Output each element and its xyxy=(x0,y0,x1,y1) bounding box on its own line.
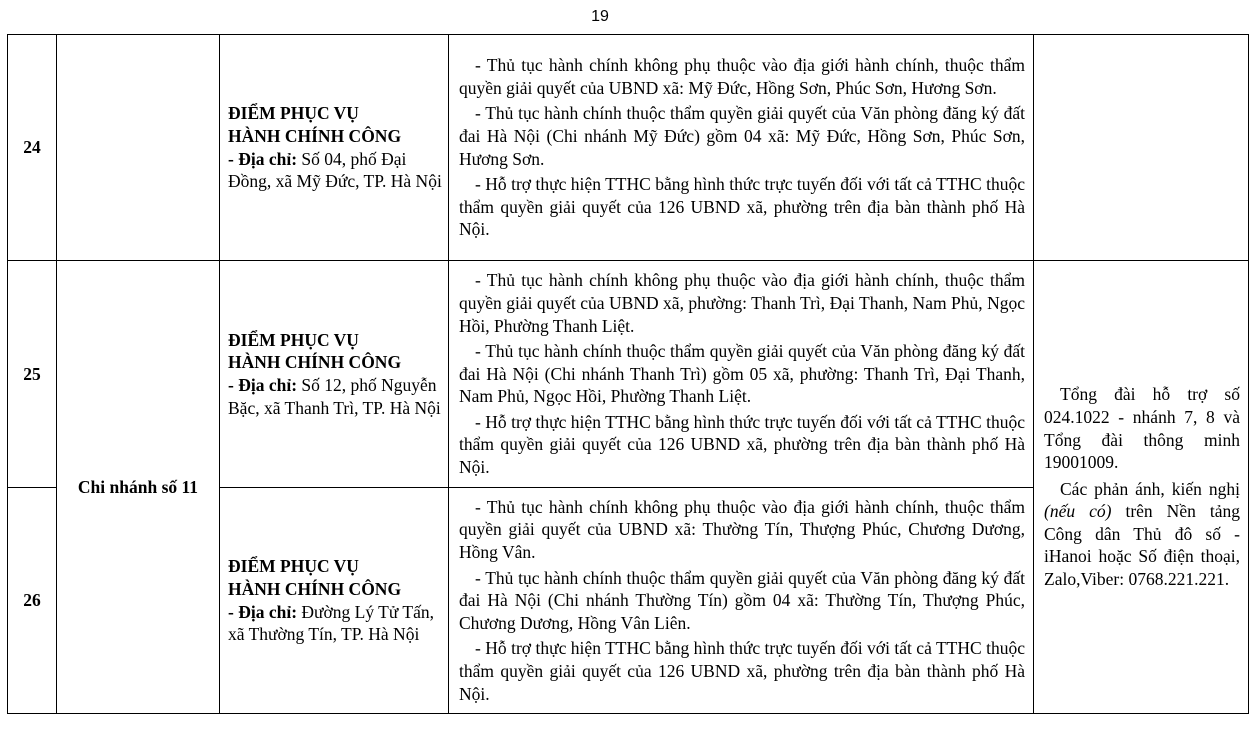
procedure-paragraph: - Hỗ trợ thực hiện TTHC bằng hình thức trực tuyến đối với tất cả TTHC thuộc thẩm quyền giải quyết của 126 UBND xã, phường trên địa bàn thành phố Hà Nội. xyxy=(459,174,1025,240)
feedback-text xyxy=(1044,478,1240,591)
procedures-cell xyxy=(449,261,1034,488)
procedure-paragraph: - Thủ tục hành chính thuộc thẩm quyền giải quyết của Văn phòng đăng ký đất đai Hà Nội (Chi nhánh Thanh Trì) gồm 05 xã, phường: Thanh Trì, Đại Thanh, Nam Phủ, Ngọc Hồi, Phường Thanh Liệt. xyxy=(459,341,1025,407)
address-text: Số 04, phố Đại Đồng, xã Mỹ Đức, TP. Hà Nội xyxy=(228,148,442,192)
service-point-cell xyxy=(220,35,449,261)
address-text: Số 12, phố Nguyễn Bặc, xã Thanh Trì, TP. Hà Nội xyxy=(228,375,441,418)
address-text: Đường Lý Tử Tấn, xã Thường Tín, TP. Hà Nội xyxy=(228,601,434,645)
procedures-cell xyxy=(449,488,1034,714)
branch-name: Chi nhánh số 11 xyxy=(57,261,220,714)
service-point-title-line1: ĐIỂM PHỤC VỤ xyxy=(228,556,359,577)
branch-cell-empty xyxy=(57,35,220,261)
support-cell-empty xyxy=(1034,35,1249,261)
row-number: 25 xyxy=(8,261,57,488)
service-point-title-line2: HÀNH CHÍNH CÔNG xyxy=(228,578,402,599)
support-contact-cell xyxy=(1034,261,1249,714)
service-point-title-line2: HÀNH CHÍNH CÔNG xyxy=(228,125,402,146)
procedures-cell xyxy=(449,35,1034,261)
hotline-text: Tổng đài hỗ trợ số 024.1022 - nhánh 7, 8 và Tổng đài thông minh 19001009. xyxy=(1044,384,1240,473)
procedure-paragraph: - Thủ tục hành chính thuộc thẩm quyền giải quyết của Văn phòng đăng ký đất đai Hà Nội (Chi nhánh Mỹ Đức) gồm 04 xã: Mỹ Đức, Hồng Sơn, Phúc Sơn, Hương Sơn. xyxy=(459,103,1025,169)
service-point-title-line1: ĐIỂM PHỤC VỤ xyxy=(228,329,359,350)
service-point-address xyxy=(228,601,442,646)
procedure-paragraph: - Thủ tục hành chính không phụ thuộc vào địa giới hành chính, thuộc thẩm quyền giải quyết của UBND xã: Mỹ Đức, Hồng Sơn, Phúc Sơn, Hương Sơn. xyxy=(459,55,1025,98)
row-number: 24 xyxy=(8,35,57,261)
procedure-paragraph: - Thủ tục hành chính không phụ thuộc vào địa giới hành chính, thuộc thẩm quyền giải quyết của UBND xã: Thường Tín, Thượng Phúc, Chương Dương, Hồng Vân. xyxy=(459,496,1025,563)
procedure-paragraph: - Thủ tục hành chính thuộc thẩm quyền giải quyết của Văn phòng đăng ký đất đai Hà Nội (Chi nhánh Thường Tín) gồm 04 xã: Thường Tín, Thượng Phúc, Chương Dương, Hồng Vân Liên. xyxy=(459,567,1025,633)
service-point-title-line1: ĐIỂM PHỤC VỤ xyxy=(228,103,359,124)
address-label: - Địa chỉ: xyxy=(228,601,298,622)
page-number: 19 xyxy=(591,8,609,25)
service-point-cell xyxy=(220,261,449,488)
feedback-suffix: trên Nền tảng Công dân Thủ đô số - iHanoi hoặc Số điện thoại, Zalo,Viber: 0768.221.221. xyxy=(1044,501,1240,590)
address-label: - Địa chỉ: xyxy=(228,148,298,169)
table-row xyxy=(8,261,1249,488)
table-row xyxy=(8,35,1249,261)
row-number: 26 xyxy=(8,488,57,714)
service-point-address xyxy=(228,374,442,419)
service-point-address xyxy=(228,148,442,193)
service-points-table xyxy=(7,34,1249,714)
feedback-italic: (nếu có) xyxy=(1044,501,1112,522)
service-point-cell xyxy=(220,488,449,714)
procedure-paragraph: - Thủ tục hành chính không phụ thuộc vào địa giới hành chính, thuộc thẩm quyền giải quyết của UBND xã, phường: Thanh Trì, Đại Thanh, Nam Phủ, Ngọc Hồi, Phường Thanh Liệt. xyxy=(459,270,1025,336)
procedure-paragraph: - Hỗ trợ thực hiện TTHC bằng hình thức trực tuyến đối với tất cả TTHC thuộc thẩm quyền giải quyết của 126 UBND xã, phường trên địa bàn thành phố Hà Nội. xyxy=(459,638,1025,704)
service-point-title-line2: HÀNH CHÍNH CÔNG xyxy=(228,352,402,373)
feedback-prefix: Các phản ánh, kiến nghị xyxy=(1060,478,1240,499)
procedure-paragraph: - Hỗ trợ thực hiện TTHC bằng hình thức trực tuyến đối với tất cả TTHC thuộc thẩm quyền giải quyết của 126 UBND xã, phường trên địa bàn thành phố Hà Nội. xyxy=(459,411,1025,478)
address-label: - Địa chỉ: xyxy=(228,375,298,395)
